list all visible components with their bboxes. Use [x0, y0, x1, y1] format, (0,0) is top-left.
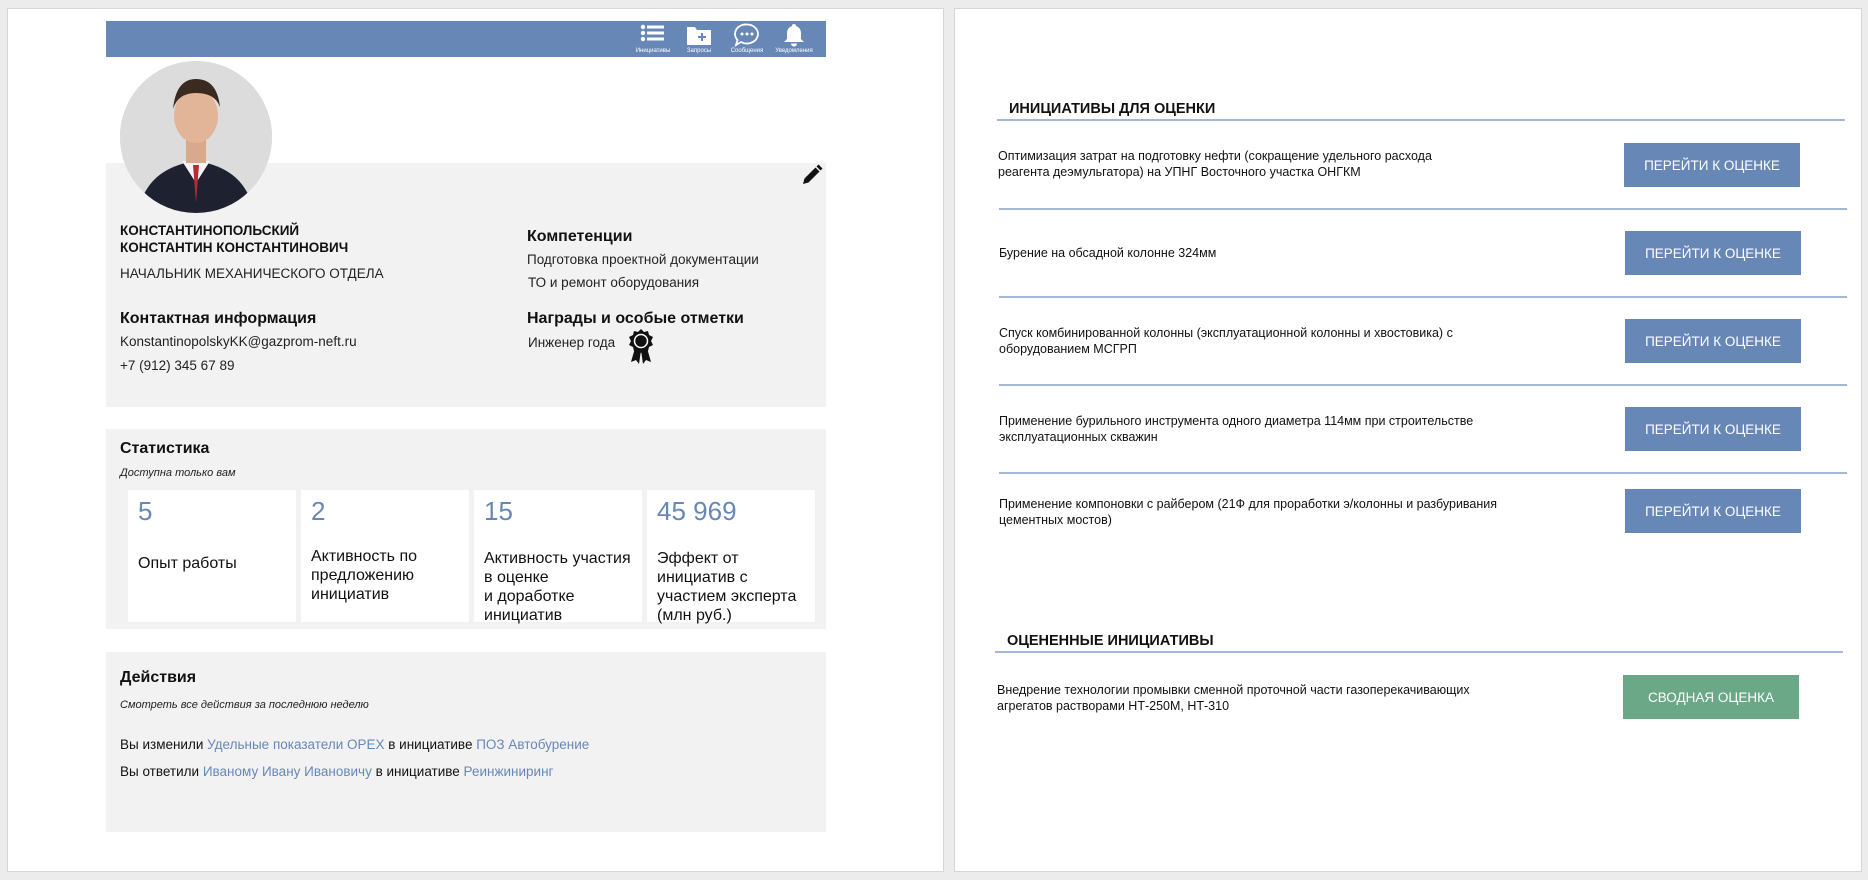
initiative-title-line: реагента деэмульгатора) на УПНГ Восточного участка ОНГКМ [998, 164, 1361, 179]
stat-card-evaluation-activity [474, 490, 642, 622]
bell-icon [781, 23, 807, 47]
competency-item: Подготовка проектной документации [527, 252, 759, 267]
profile-first-names: КОНСТАНТИН КОНСТАНТИНОВИЧ [120, 240, 349, 255]
initiative-title-line: Бурение на обсадной колонне 324мм [999, 246, 1217, 260]
action-link-initiative[interactable]: Реинжиниринг [463, 764, 554, 779]
action-text: Вы изменили [120, 737, 208, 752]
row-divider [999, 472, 1847, 474]
stat-label-line: инициатив с [657, 569, 748, 586]
stat-label [138, 554, 237, 573]
action-text: в инициативе [384, 737, 477, 752]
nav-messages[interactable] [724, 23, 770, 57]
section-divider [995, 651, 1843, 653]
stat-value: 15 [484, 496, 513, 526]
stat-label-line: Опыт работы [138, 555, 237, 572]
profile-name [120, 222, 348, 256]
stat-card-expert-effect [647, 490, 815, 622]
stat-value: 5 [138, 496, 153, 526]
evaluated-heading: ОЦЕНЕННЫЕ ИНИЦИАТИВЫ [1007, 633, 1214, 649]
row-divider [999, 208, 1847, 210]
to-evaluate-heading: ИНИЦИАТИВЫ ДЛЯ ОЦЕНКИ [1009, 101, 1216, 117]
stat-label-line: предложению [311, 567, 415, 584]
initiative-title-line: эксплуатационных скважин [999, 429, 1158, 444]
stat-label-line: Активность по [311, 548, 418, 565]
evaluated-initiative-title[interactable] [997, 683, 1537, 714]
initiative-title-line: Оптимизация затрат на подготовку нефти (сокращение удельного расхода [998, 149, 1432, 163]
nav-messages-label: Сообщения [730, 48, 764, 54]
statistics-note: Доступна только вам [120, 467, 236, 479]
stat-card-proposals [301, 490, 469, 622]
contact-heading: Контактная информация [120, 310, 317, 327]
contact-email[interactable]: KonstantinopolskyKK@gazprom-neft.ru [120, 334, 357, 349]
contact-phone: +7 (912) 345 67 89 [120, 358, 235, 373]
stat-card-experience [128, 490, 296, 622]
initiative-title-line: Внедрение технологии промывки сменной проточной части газоперекачивающих [997, 683, 1470, 697]
initiative-title[interactable] [998, 149, 1538, 180]
profile-last-name: КОНСТАНТИНОПОЛЬСКИЙ [120, 223, 300, 238]
stat-label-line: Эффект от [657, 550, 739, 567]
initiative-title-line: Применение бурильного инструмента одного диаметра 114мм при строительстве [999, 414, 1474, 428]
actions-heading: Действия [120, 669, 197, 686]
action-item [120, 737, 589, 752]
stat-label [484, 549, 631, 625]
statistics-heading: Статистика [120, 440, 210, 457]
stat-label [311, 547, 417, 604]
competency-item: ТО и ремонт оборудования [528, 275, 700, 290]
action-link-initiative[interactable]: ПОЗ Автобурение [476, 737, 590, 752]
initiative-title[interactable] [999, 246, 1539, 262]
action-text: в инициативе [371, 764, 464, 779]
actions-view-all-link[interactable]: Смотреть все действия за последнюю неделю [120, 699, 369, 711]
stat-label-line: инициатив [311, 586, 390, 603]
nav-initiatives-label: Инициативы [635, 48, 671, 54]
go-to-evaluation-button[interactable]: ПЕРЕЙТИ К ОЦЕНКЕ [1624, 143, 1800, 187]
top-navigation-bar [106, 21, 826, 57]
initiative-title[interactable] [999, 497, 1539, 528]
pencil-icon[interactable] [800, 163, 824, 187]
profile-position: НАЧАЛЬНИК МЕХАНИЧЕСКОГО ОТДЕЛА [120, 266, 384, 281]
initiative-title-line: агрегатов растворами НТ-250М, НТ-310 [997, 698, 1230, 713]
go-to-evaluation-button[interactable]: ПЕРЕЙТИ К ОЦЕНКЕ [1625, 319, 1801, 363]
nav-notifications[interactable] [771, 23, 817, 57]
nav-notifications-label: Уведомления [775, 48, 813, 54]
go-to-evaluation-button[interactable]: ПЕРЕЙТИ К ОЦЕНКЕ [1625, 231, 1801, 275]
award-name: Инженер года [528, 335, 616, 350]
stat-label-line: Активность участия [484, 550, 631, 567]
list-icon [640, 23, 666, 47]
action-text: Вы ответили [120, 764, 203, 779]
initiative-title-line: Применение компоновки с райбером (21Ф для проработки э/колонны и разбуривания [999, 497, 1498, 511]
row-divider [999, 296, 1847, 298]
stat-label-line: участием эксперта [657, 588, 797, 605]
chat-icon [734, 23, 760, 47]
stat-label-line: (млн руб.) [657, 607, 732, 624]
stat-value: 2 [311, 496, 326, 526]
initiative-title-line: цементных мостов) [999, 512, 1112, 527]
nav-requests-label: Запросы [686, 48, 712, 54]
stat-label-line: инициатив [484, 607, 563, 624]
nav-initiatives[interactable] [630, 23, 676, 57]
competencies-heading: Компетенции [527, 228, 633, 245]
nav-requests[interactable] [676, 23, 722, 57]
action-link-indicator[interactable]: Удельные показатели OPEX [207, 737, 385, 752]
award-medal-icon [627, 328, 655, 364]
awards-heading: Награды и особые отметки [527, 310, 744, 327]
section-divider [997, 119, 1845, 121]
go-to-evaluation-button[interactable]: ПЕРЕЙТИ К ОЦЕНКЕ [1625, 489, 1801, 533]
initiative-title-line: оборудованием МСГРП [999, 341, 1137, 356]
stat-label-line: и доработке [484, 588, 575, 605]
avatar-photo [120, 61, 272, 213]
summary-evaluation-button[interactable]: СВОДНАЯ ОЦЕНКА [1623, 675, 1799, 719]
avatar [120, 61, 272, 213]
action-item [120, 764, 553, 779]
stat-label-line: в оценке [484, 569, 549, 586]
initiative-title-line: Спуск комбинированной колонны (эксплуатационной колонны и хвостовика) с [999, 326, 1453, 340]
initiative-title[interactable] [999, 326, 1539, 357]
action-link-person[interactable]: Иваному Ивану Ивановичу [202, 764, 372, 779]
go-to-evaluation-button[interactable]: ПЕРЕЙТИ К ОЦЕНКЕ [1625, 407, 1801, 451]
folder-plus-icon [686, 23, 712, 47]
stat-value: 45 969 [657, 496, 737, 526]
stat-label [657, 549, 796, 625]
row-divider [999, 384, 1847, 386]
initiative-title[interactable] [999, 414, 1539, 445]
